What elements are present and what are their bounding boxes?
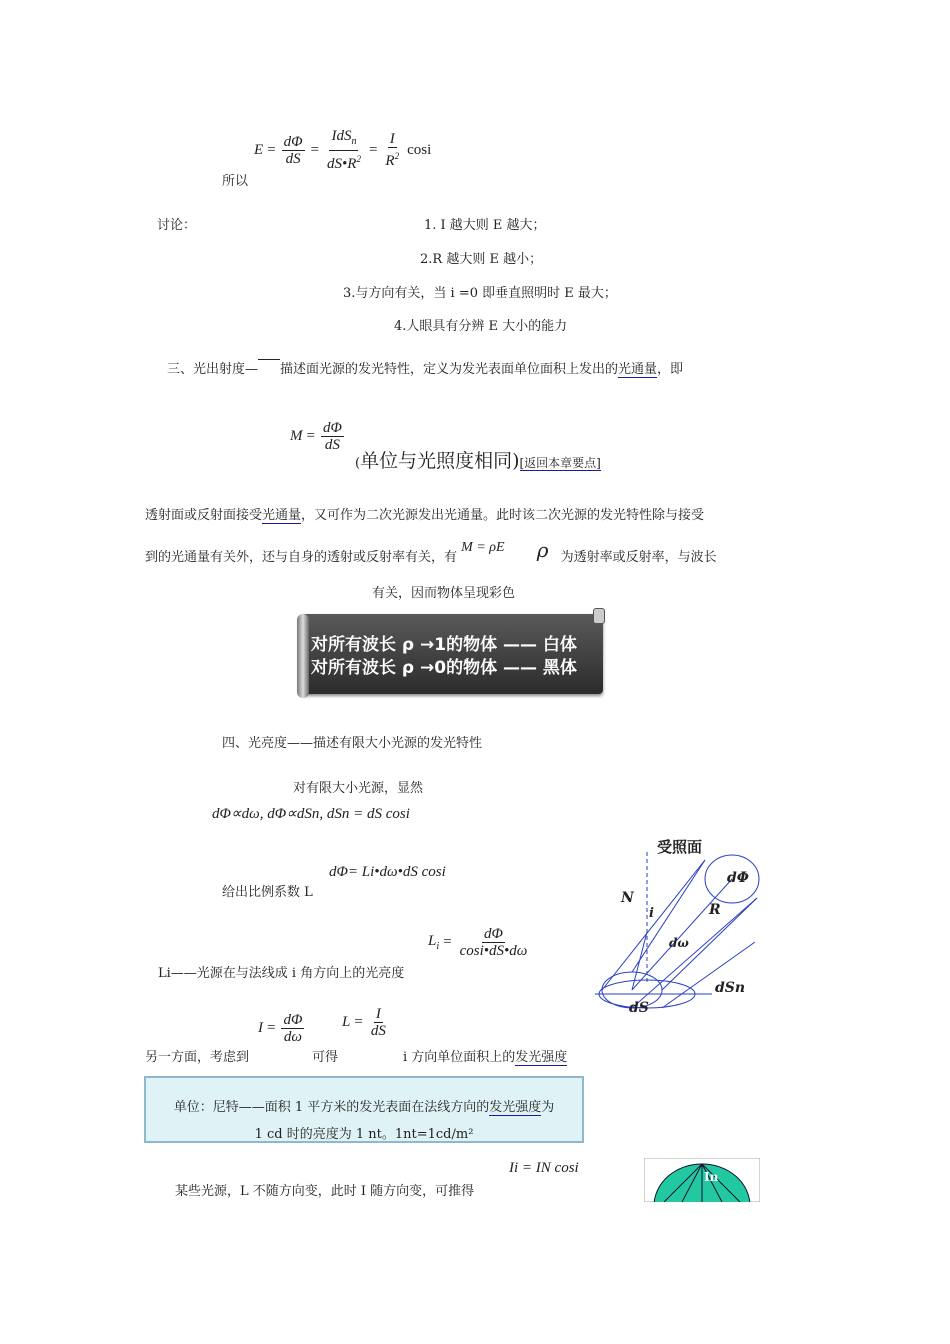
fraction: $\frac{d\Phi}{dS}$ — [322, 420, 342, 453]
scroll-banner — [297, 608, 605, 698]
fraction: $\frac{d\Phi}{\cos i•dS•d\omega}$ — [459, 926, 528, 959]
another-text-a: 另一方面，考虑到 — [145, 1050, 250, 1065]
formula-illuminance: E = $\frac{d\Phi}{dS}$ = $\frac{IdS_n}{dS•R^2}$ = $\frac{I}{R^2}$ cosi — [254, 128, 432, 172]
figure-label-R: R — [709, 902, 721, 918]
unit-definition-box — [144, 1076, 584, 1143]
figure-title: 受照面 — [657, 838, 703, 856]
discussion-item-1: 1. I 越大则 E 越大； — [424, 218, 546, 233]
discussion-item-4: 4.人眼具有分辨 E 大小的能力 — [394, 319, 568, 334]
fraction: $\frac{d\Phi}{dS}$ — [283, 133, 303, 167]
figure-label-i: i — [649, 906, 654, 921]
formula-Li: $L_i$ = $\frac{d\Phi}{\cos i•dS•d\omega}$ — [428, 926, 528, 959]
link-return-chapter[interactable]: [返回本章要点] — [519, 456, 601, 470]
fraction: $\frac{d\Phi}{d\omega}$ — [283, 1012, 303, 1045]
formula-proportional: dΦ∝dω, dΦ∝dSn, dSn = dS cosi — [212, 806, 410, 822]
unit-line-1: 单位：尼特——面积 1 平方米的发光表面在法线方向的发光强度为 — [173, 1100, 555, 1115]
discussion-item-2: 2.R 越大则 E 越小； — [420, 252, 543, 267]
para-line-1: 透射面或反射面接受光通量，又可作为二次光源发出光通量。此时该二次光源的发光特性除与接受 — [145, 508, 705, 523]
formula-Ii: Ii = IN cosi — [509, 1160, 579, 1176]
scroll-line-black-body: 对所有波长 ρ →0的物体 —— 黑体 — [311, 658, 577, 678]
unit-line-2: 1 cd 时的亮度为 1 nt。1nt=1cd/m² — [254, 1127, 474, 1142]
discussion-label: 讨论： — [157, 218, 197, 233]
fraction: $\frac{I}{dS}$ — [370, 1006, 386, 1039]
link-luminous-intensity-2[interactable]: 发光强度 — [489, 1100, 542, 1115]
para-line-2: 到的光通量有关外，还与自身的透射或反射率有关，有 M = ρE ρ 为透射率或反射率，与波长 — [145, 538, 717, 565]
figure-label-dPhi: dΦ — [727, 870, 749, 886]
rho-symbol: ρ — [536, 538, 549, 562]
section3-heading: 三、光出射度— 描述面光源的发光特性，定义为发光表面单位面积上发出的光通量，即 — [167, 358, 683, 377]
figure-label-N: N — [621, 890, 634, 906]
scroll-line-white-body: 对所有波长 ρ →1的物体 —— 白体 — [311, 635, 577, 655]
para-line-3: 有关，因而物体呈现彩色 — [372, 586, 516, 601]
formula-coef: dΦ= Li•dω•dS cosi — [329, 864, 446, 880]
last-text: 某些光源，L 不随方向变，此时 I 随方向变，可推得 — [175, 1184, 475, 1199]
figure-label-domega: dω — [669, 936, 689, 950]
dash-line — [258, 359, 280, 360]
section4-heading: 四、光亮度——描述有限大小光源的发光特性 — [222, 736, 483, 751]
formula-L: L = $\frac{I}{dS}$ — [342, 1006, 386, 1039]
link-luminous-intensity[interactable]: 发光强度 — [515, 1050, 568, 1065]
coef-label: 给出比例系数 L — [222, 885, 313, 900]
figure-sphere — [644, 1158, 760, 1202]
scroll-roll-left — [297, 614, 309, 698]
figure-label-dS: dS — [629, 1000, 649, 1016]
another-text-c: i 方向单位面积上的发光强度 — [403, 1050, 568, 1065]
link-luminous-flux-2[interactable]: 光通量 — [262, 508, 302, 523]
formula-I: I = $\frac{d\Phi}{d\omega}$ — [258, 1012, 303, 1045]
discussion-item-3: 3.与方向有关，当 i =0 即垂直照明时 E 最大； — [343, 286, 617, 301]
sphere-svg — [644, 1158, 760, 1202]
fraction: $\frac{I}{R^2}$ — [385, 131, 400, 169]
link-luminous-flux[interactable]: 光通量 — [618, 362, 658, 377]
formula-symbol: E — [254, 141, 264, 158]
another-text-b: 可得 — [312, 1050, 339, 1065]
text-suoyi: 所以 — [222, 174, 249, 189]
fraction: $\frac{IdS_n}{dS•R^2}$ — [327, 128, 361, 172]
figure-label-dSn: dSn — [715, 980, 746, 996]
sphere-label: In — [704, 1170, 719, 1184]
finite-source-text: 对有限大小光源，显然 — [293, 781, 424, 796]
Li-description: Li——光源在与法线成 i 角方向上的光亮度 — [158, 966, 405, 981]
formula-exitance: M = $\frac{d\Phi}{dS}$ — [290, 420, 342, 453]
formula-M-rhoE: M = ρE — [461, 540, 505, 555]
unit-note: (单位与光照度相同)[返回本章要点] — [355, 450, 601, 472]
scroll-roll-right — [593, 608, 605, 624]
figure-cone-diagram — [587, 832, 769, 1022]
